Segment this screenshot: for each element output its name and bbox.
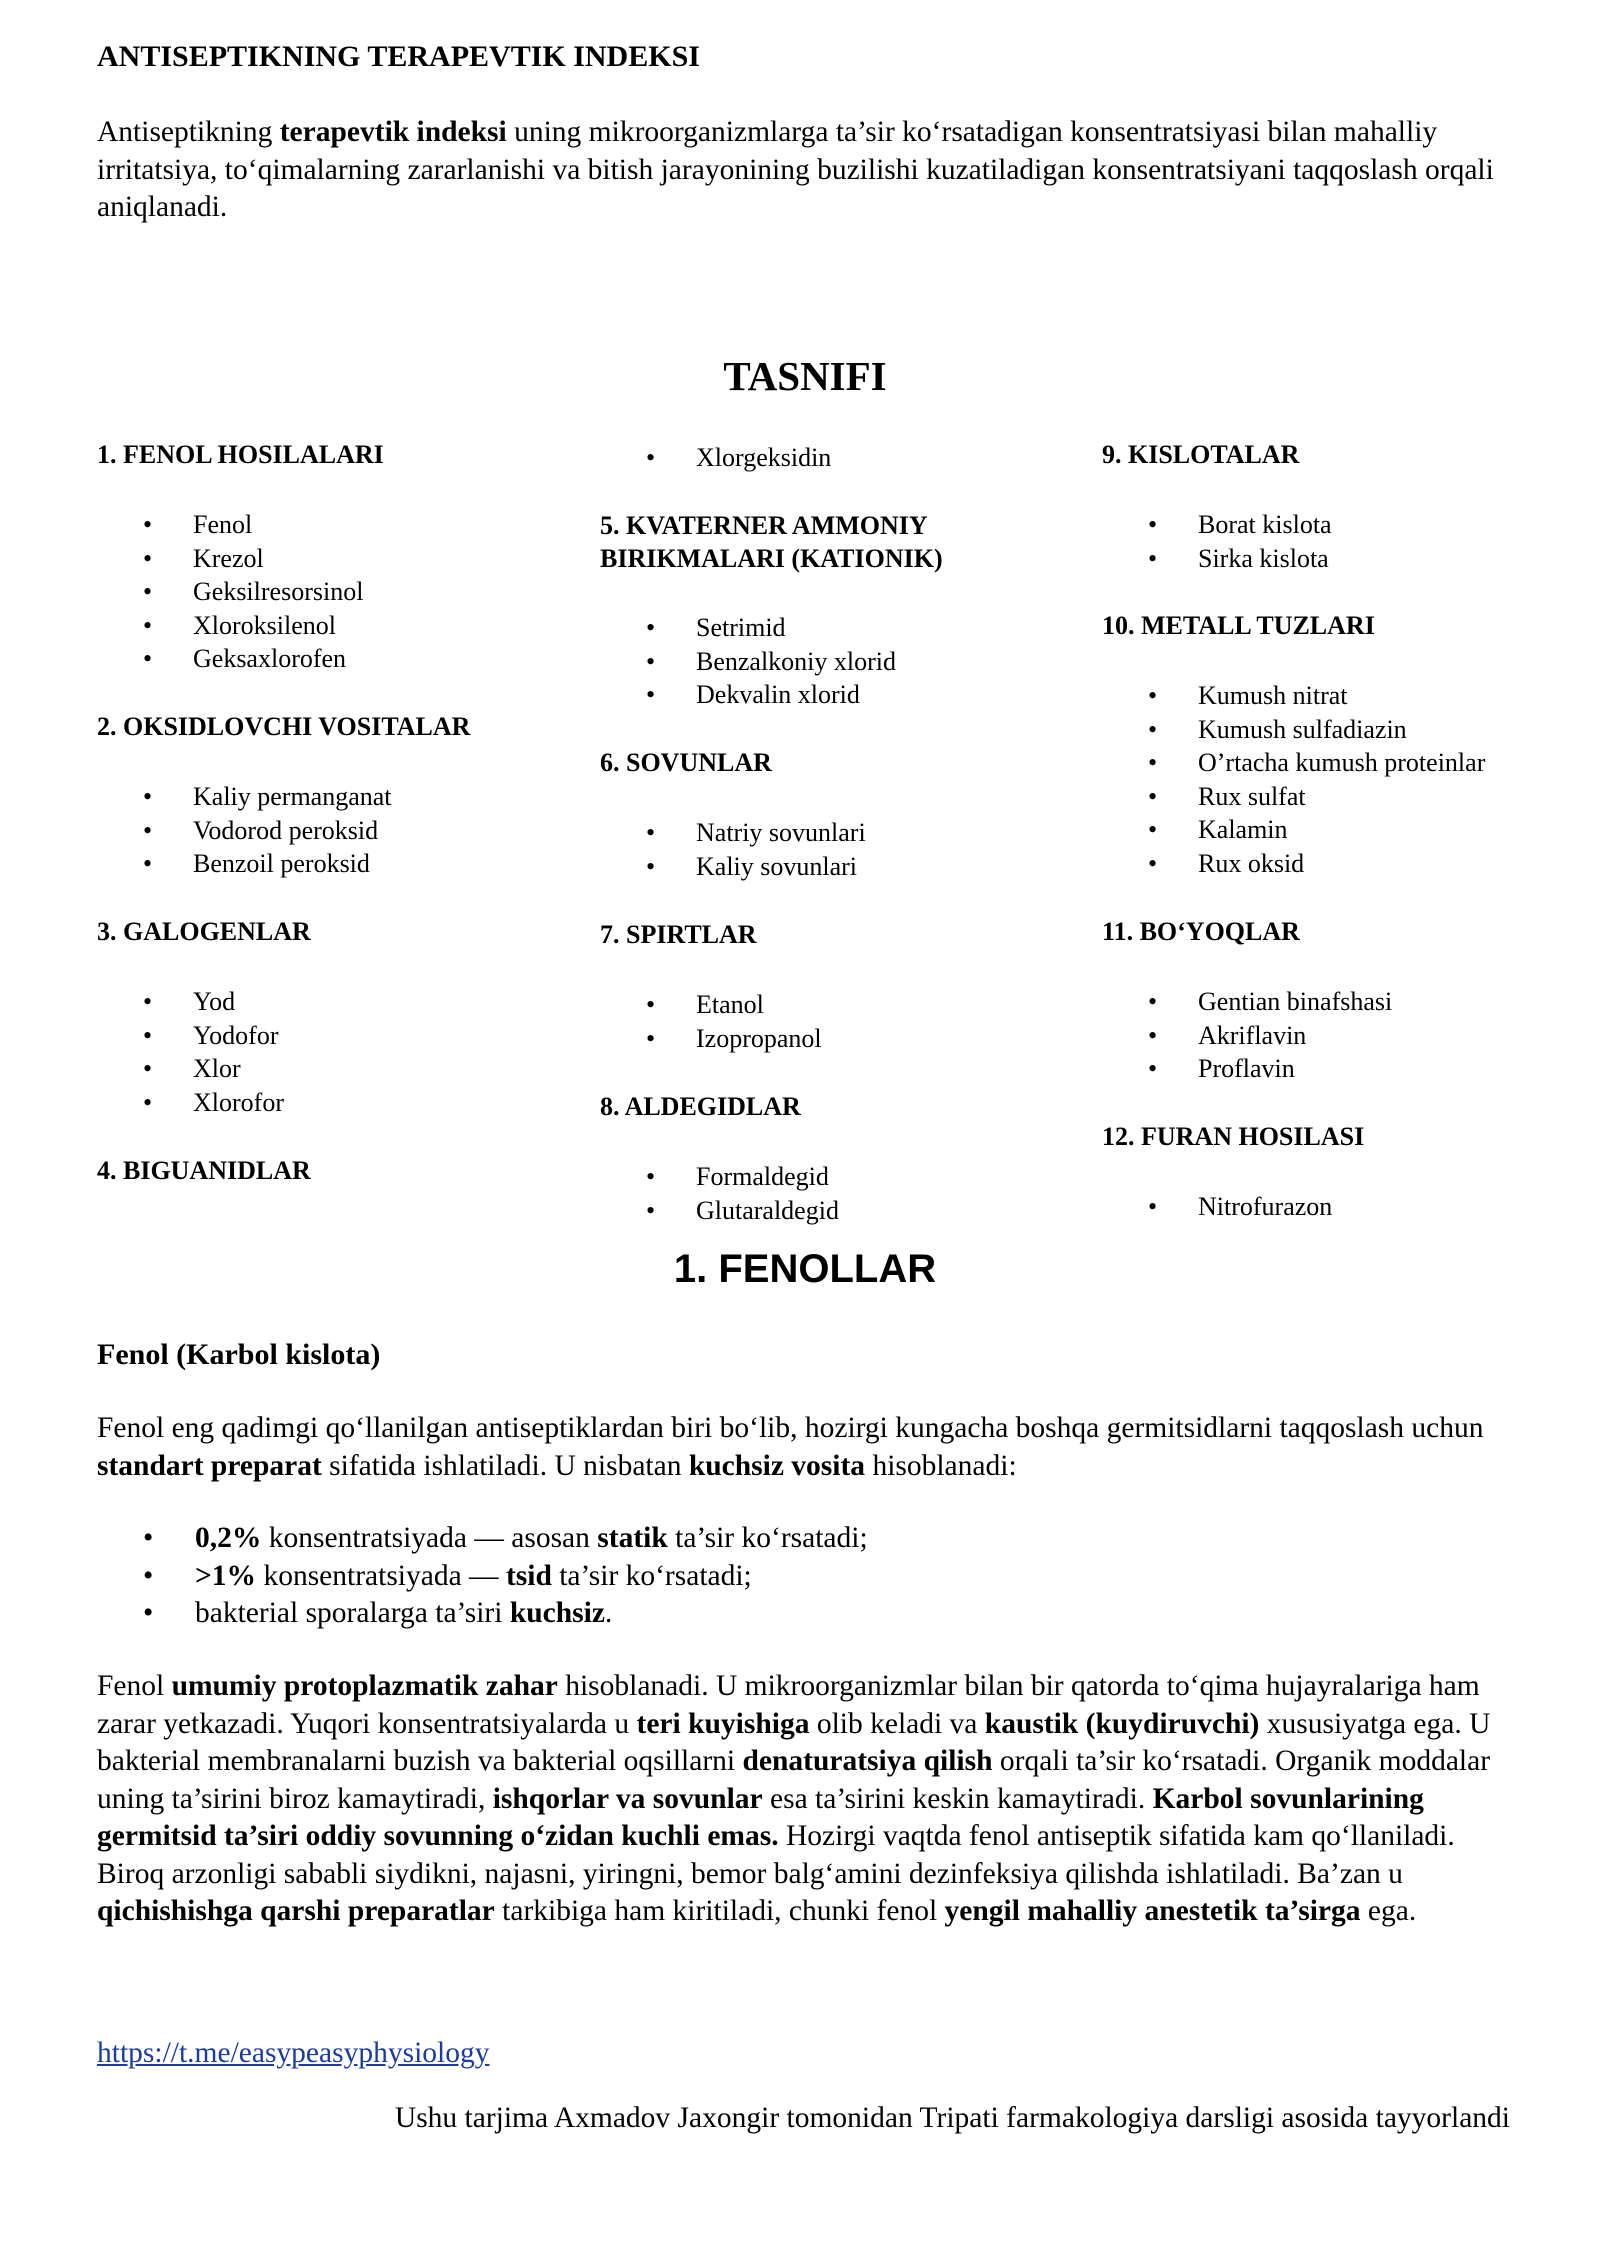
list-item: • Kaliy permanganat: [97, 780, 392, 814]
page-heading: ANTISEPTIKNING TERAPEVTIK INDEKSI: [97, 40, 700, 73]
bold-run: Karbol sovunlarining germitsid ta’siri oddiy sovunning o‘zidan kuchli emas.: [97, 1782, 1424, 1852]
list-item: • Nitrofurazon: [1102, 1190, 1332, 1224]
list-item: • Yodofor: [97, 1019, 284, 1053]
list-item: • Kaliy sovunlari: [600, 850, 866, 884]
list-item: • Glutaraldegid: [600, 1194, 839, 1228]
text-run: ta’sir ko‘rsatadi;: [667, 1522, 868, 1554]
bold-run: yengil mahalliy anestetik ta’sirga: [944, 1895, 1361, 1927]
category-list: [1102, 985, 1392, 1086]
list-item: • Fenol: [97, 508, 363, 542]
list-item: • Benzoil peroksid: [97, 847, 392, 881]
list-item: • Akriflavin: [1102, 1019, 1392, 1053]
list-item: [97, 1520, 868, 1558]
text-run: bakterial sporalarga ta’siri: [195, 1597, 510, 1629]
category-title: 12. FURAN HOSILASI: [1102, 1122, 1365, 1151]
text-run: .: [604, 1597, 613, 1629]
list-item: • Yod: [97, 985, 284, 1019]
list-item: • Xlor: [97, 1052, 284, 1086]
category-list: [1102, 679, 1485, 880]
telegram-link[interactable]: https://t.me/easypeasyphysiology: [97, 2037, 490, 2069]
text-run: sifatida ishlatiladi. U nisbatan: [321, 1449, 689, 1482]
bold-run: qichishishga qarshi preparatlar: [97, 1895, 495, 1927]
category-title: 3. GALOGENLAR: [97, 917, 311, 946]
bold-run: denaturatsiya qilish: [742, 1745, 993, 1777]
list-item: • Geksilresorsinol: [97, 575, 363, 609]
list-item: • Setrimid: [600, 611, 896, 645]
concentration-bullet-list: [97, 1520, 868, 1633]
bold-run: statik: [597, 1522, 668, 1554]
phenol-intro-paragraph: [97, 1410, 1517, 1485]
text-run: konsentratsiyada — asosan: [261, 1522, 598, 1554]
list-item: • Rux sulfat: [1102, 780, 1485, 814]
text-run: esa ta’sirini keskin kamaytiradi.: [762, 1782, 1153, 1815]
text-run: Fenol: [97, 1670, 172, 1702]
text-run: konsentratsiyada —: [256, 1559, 506, 1592]
bold-run: kuchsiz: [509, 1597, 605, 1629]
category-title: 9. KISLOTALAR: [1102, 440, 1300, 469]
text-run: orqali ta’sir ko‘rsatadi. Organik moddalar uning ta’sirini biroz kamaytiradi,: [97, 1745, 1491, 1815]
list-item: • Izopropanol: [600, 1022, 822, 1056]
list-item: • Borat kislota: [1102, 508, 1332, 542]
intro-text-end: uning mikroorganizmlarga ta’sir ko‘rsatadigan konsentratsiyasi bilan mahalliy irritatsiya, to‘qimalarning zararlanishi va bitish jarayonining buzilishi kuzatiladigan konsentratsiyani taqqoslash orqali aniqlanadi.: [97, 116, 1494, 223]
category-list: [97, 508, 363, 676]
intro-text-start: Antiseptikning: [97, 116, 280, 148]
category-title: 2. OKSIDLOVCHI VOSITALAR: [97, 712, 471, 741]
category-title: 7. SPIRTLAR: [600, 920, 757, 949]
category-list: [600, 816, 866, 883]
list-item: • Dekvalin xlorid: [600, 678, 896, 712]
list-item: • Xlorofor: [97, 1086, 284, 1120]
subsection-title: Fenol (Karbol kislota): [97, 1338, 381, 1371]
list-item: • Geksaxlorofen: [97, 642, 363, 676]
list-item: • Sirka kislota: [1102, 542, 1332, 576]
bold-run: teri kuyishiga: [636, 1707, 810, 1740]
list-item: • Kumush nitrat: [1102, 679, 1485, 713]
category-title: 4. BIGUANIDLAR: [97, 1156, 311, 1185]
category-title-line-2: BIRIKMALARI (KATIONIK): [600, 544, 943, 573]
text-run: ega.: [1360, 1895, 1417, 1927]
bold-run: >1%: [195, 1559, 257, 1592]
phenol-description-paragraph: [97, 1668, 1527, 1931]
section-title: 1. FENOLLAR: [673, 1247, 937, 1291]
text-run: olib keladi va: [809, 1707, 985, 1740]
list-item: • Kumush sulfadiazin: [1102, 713, 1485, 747]
bold-run: umumiy protoplazmatik zahar: [171, 1670, 558, 1702]
category-list: [97, 985, 284, 1119]
category-title-line-1: 5. KVATERNER AMMONIY: [600, 511, 928, 540]
list-item: • Formaldegid: [600, 1160, 839, 1194]
bold-run: tsid: [505, 1559, 552, 1592]
list-item: • Gentian binafshasi: [1102, 985, 1392, 1019]
intro-bold-term: terapevtik indeksi: [279, 116, 507, 148]
text-run: hisoblanadi:: [865, 1449, 1017, 1482]
list-item: • Vodorod peroksid: [97, 814, 392, 848]
bold-run: 0,2%: [195, 1522, 262, 1554]
category-title: 8. ALDEGIDLAR: [600, 1092, 801, 1121]
category-list: [600, 1160, 839, 1227]
bold-run: standart preparat: [97, 1449, 322, 1482]
list-item: • O’rtacha kumush proteinlar: [1102, 746, 1485, 780]
list-item: • Xlorgeksidin: [600, 441, 831, 475]
category-list: [97, 780, 392, 881]
text-run: Hozirgi vaqtda fenol antiseptik sifatida kam qo‘llaniladi. Biroq arzonligi sababli siydikni, najasni, yiringni, bemor balg‘amini dezinfeksiya qilishda ishlatiladi. Ba’zan u: [97, 1820, 1455, 1890]
category-list: [600, 611, 896, 712]
list-item: [97, 1558, 868, 1596]
footer-credit: Ushu tarjima Axmadov Jaxongir tomonidan Tripati farmakologiya darsligi asosida tayyorlandi: [394, 2102, 1510, 2134]
telegram-link-line: [97, 2035, 489, 2072]
list-item: • Proflavin: [1102, 1052, 1392, 1086]
category-list: [1102, 508, 1332, 575]
category-list: [600, 441, 831, 475]
text-run: tarkibiga ham kiritiladi, chunki fenol: [494, 1895, 945, 1927]
text-run: xususiyatga ega. U bakterial membranalarni buzish va bakterial oqsillarni: [97, 1707, 1491, 1777]
text-run: ta’sir ko‘rsatadi;: [551, 1559, 752, 1592]
list-item: [97, 1595, 868, 1633]
list-item: • Rux oksid: [1102, 847, 1485, 881]
bold-run: ishqorlar va sovunlar: [492, 1782, 763, 1815]
list-item: • Krezol: [97, 542, 363, 576]
category-title: 6. SOVUNLAR: [600, 748, 772, 777]
category-list: [1102, 1190, 1332, 1224]
category-title: [600, 509, 943, 575]
category-title: 11. BO‘YOQLAR: [1102, 917, 1300, 946]
text-run: Fenol eng qadimgi qo‘llanilgan antiseptiklardan biri bo‘lib, hozirgi kungacha boshqa germitsidlarni taqqoslash uchun: [97, 1412, 1484, 1444]
list-item: • Kalamin: [1102, 813, 1485, 847]
list-item: • Natriy sovunlari: [600, 816, 866, 850]
category-title: 1. FENOL HOSILALARI: [97, 440, 384, 469]
list-item: • Benzalkoniy xlorid: [600, 645, 896, 679]
category-list: [600, 988, 822, 1055]
list-item: • Etanol: [600, 988, 822, 1022]
bold-run: kuchsiz vosita: [688, 1449, 866, 1482]
bold-run: kaustik (kuydiruvchi): [984, 1707, 1260, 1740]
intro-paragraph: [97, 114, 1517, 227]
text-run: hisoblanadi. U mikroorganizmlar bilan bir qatorda to‘qima hujayralariga ham zarar yetkazadi. Yuqori konsentratsiyalarda u: [97, 1670, 1480, 1740]
category-title: 10. METALL TUZLARI: [1102, 611, 1375, 640]
list-item: • Xloroksilenol: [97, 609, 363, 643]
classification-title: TASNIFI: [723, 353, 887, 399]
